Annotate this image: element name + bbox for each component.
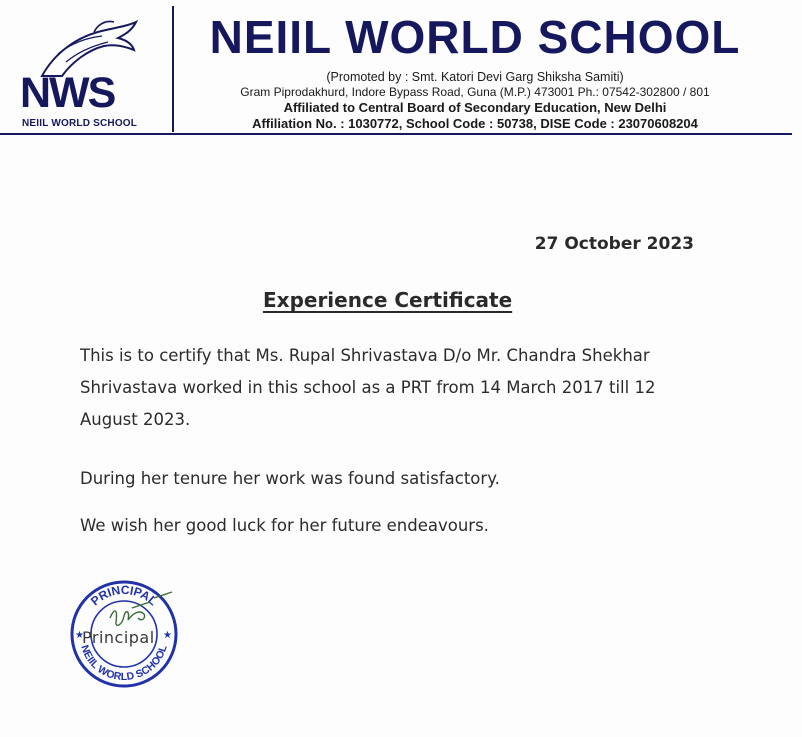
letter-date: 27 October 2023 xyxy=(534,234,694,254)
stamp-top-text: PRINCIPAL xyxy=(88,582,160,609)
star-icon: ★ xyxy=(163,630,172,641)
svg-text:PRINCIPAL xyxy=(88,583,160,608)
certificate-title: Experience Certificate xyxy=(263,288,513,312)
promoted-by: (Promoted by : Smt. Katori Devi Garg Shiksha Samiti) xyxy=(326,70,624,84)
header-divider xyxy=(0,133,792,135)
svg-text:NEIIL WORLD SCHOOL xyxy=(78,643,170,683)
school-address: Gram Piprodakhurd, Indore Bypass Road, Guna (M.P.) 473001 Ph.: 07542-302800 / 801 xyxy=(240,85,710,99)
logo-mark: NWS xyxy=(20,69,115,117)
stamp-bottom-text: NEIIL WORLD SCHOOL xyxy=(78,643,170,684)
affiliation-numbers: Affiliation No. : 1030772, School Code : 50738, DISE Code : 23070608204 xyxy=(252,116,698,131)
certificate-paragraph: This is to certify that Ms. Rupal Shrivastava D/o Mr. Chandra Shekhar Shrivastava worked in this school as a PRT from 14 March 2017 till 12 August 2023. xyxy=(80,346,656,430)
tenure-paragraph: During her tenure her work was found satisfactory. xyxy=(80,469,500,488)
school-name: NEIIL WORLD SCHOOL xyxy=(209,11,741,63)
logo-subtitle: NEIIL WORLD SCHOOL xyxy=(22,118,138,129)
star-icon: ★ xyxy=(75,630,84,641)
affiliation-statement: Affiliated to Central Board of Secondary Education, New Delhi xyxy=(283,100,667,115)
wishes-paragraph: We wish her good luck for her future endeavours. xyxy=(80,516,489,535)
principal-label: Principal xyxy=(82,628,155,647)
school-logo xyxy=(14,14,164,129)
header-vertical-divider xyxy=(172,6,174,132)
